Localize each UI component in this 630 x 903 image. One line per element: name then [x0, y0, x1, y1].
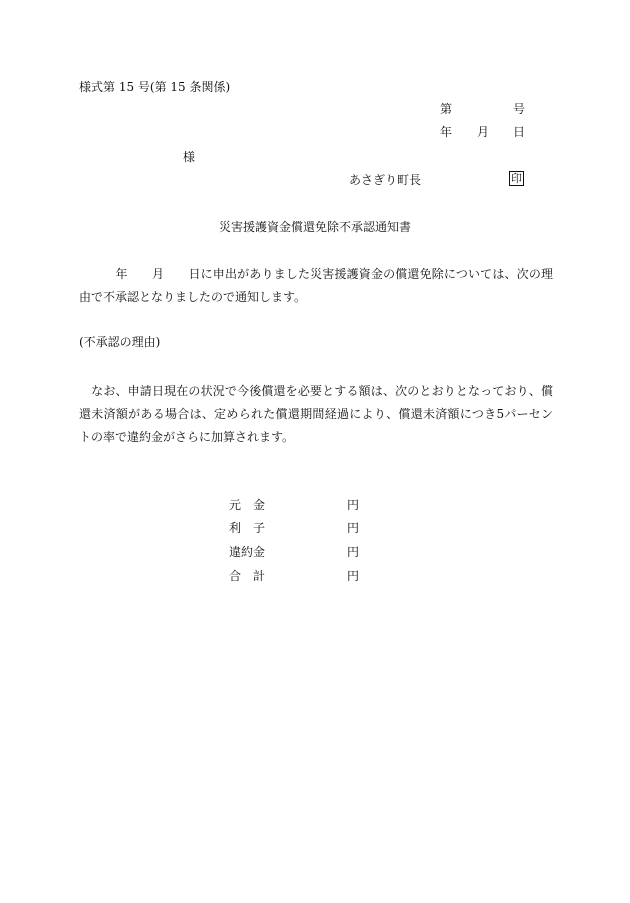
- reason-paragraph: なお、申請日現在の状況で今後償還を必要とする額は、次のとおりとなっており、償還未済額がある場合は、定められた償還期間経過により、償還未済額につき5パーセントの率で違約金がさらに加算されます。: [79, 384, 553, 444]
- date-day-label: 日: [513, 125, 526, 139]
- intro-paragraph: 年 月 日に申出がありました災害援護資金の償還免除については、次の理由で不承認となりましたので通知します。: [79, 267, 553, 304]
- sender-name: あさぎり町長: [349, 173, 422, 187]
- principal-label: 元 金: [229, 498, 266, 512]
- addressee-honorific: 様: [183, 150, 196, 164]
- interest-label: 利 子: [229, 521, 266, 535]
- reason-heading: (不承認の理由): [79, 335, 161, 349]
- principal-unit: 円: [347, 498, 360, 512]
- total-unit: 円: [347, 569, 360, 583]
- document-title: 災害援護資金償還免除不承認通知書: [218, 220, 411, 234]
- seal-mark: 印: [511, 172, 522, 185]
- date-month-label: 月: [477, 125, 490, 139]
- form-number: 様式第 15 号(第 15 条関係): [79, 80, 231, 94]
- date-year-label: 年: [440, 125, 453, 139]
- document-number-suffix: 号: [513, 102, 526, 116]
- penalty-label: 違約金: [229, 545, 266, 559]
- total-label: 合 計: [229, 569, 266, 583]
- interest-unit: 円: [347, 521, 360, 535]
- document-number-prefix: 第: [440, 102, 453, 116]
- penalty-unit: 円: [347, 545, 360, 559]
